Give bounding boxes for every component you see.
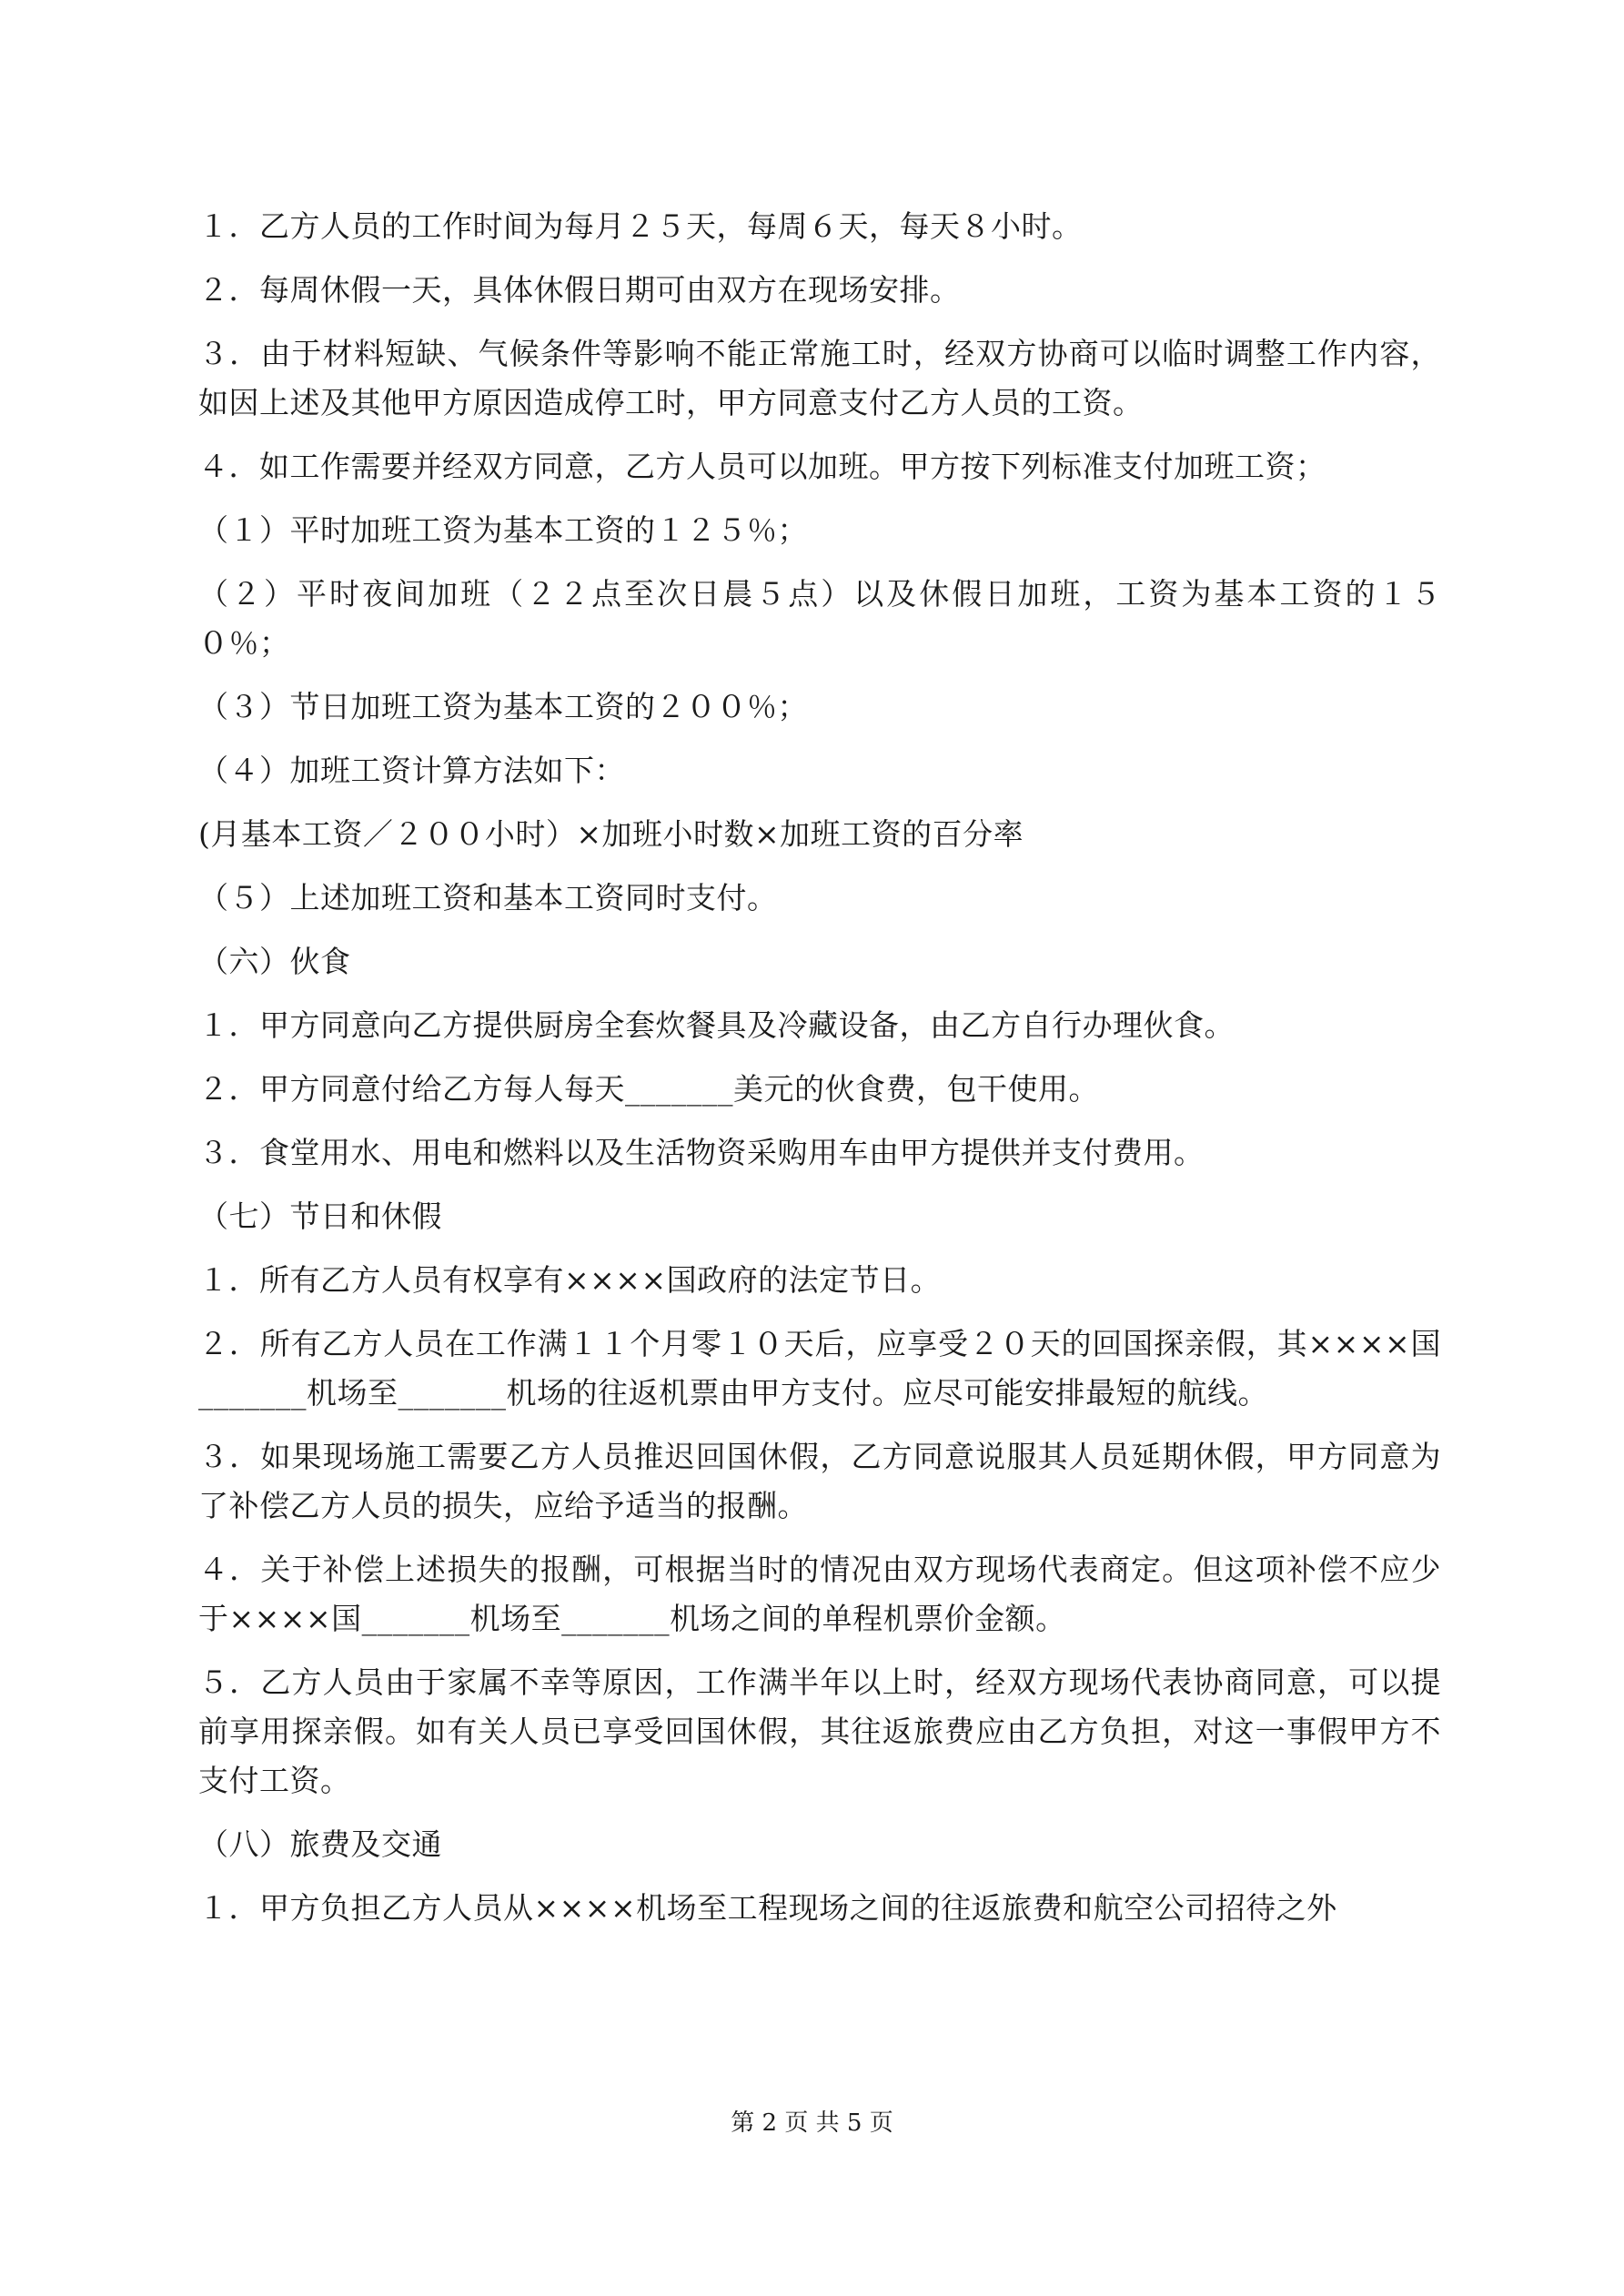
page-number-footer: 第 2 页 共 5 页 — [731, 2109, 893, 2137]
section-heading-holidays: （七）节日和休假 — [198, 1199, 442, 1234]
document-body — [198, 202, 1441, 1947]
section-heading-travel: （八）旅费及交通 — [198, 1826, 442, 1862]
paragraph-overtime-rate-3: （３）节日加班工资为基本工资的２００％； — [198, 689, 808, 724]
paragraph-weekly-rest: ２．每周休假一天，具体休假日期可由双方在现场安排。 — [198, 272, 961, 308]
paragraph-kitchen: １．甲方同意向乙方提供厨房全套炊餐具及冷藏设备，由乙方自行办理伙食。 — [198, 1007, 1235, 1043]
paragraph-home-leave: ２．所有乙方人员在工作满１１个月零１０天后，应享受２０天的回国探亲假，其××××国_______机场至_______机场的往返机票由甲方支付。应尽可能安排最短的航线。 — [198, 1326, 1441, 1411]
paragraph-leave-postponement: ３．如果现场施工需要乙方人员推迟回国休假，乙方同意说服其人员延期休假，甲方同意为了补偿乙方人员的损失，应给予适当的报酬。 — [198, 1439, 1441, 1523]
paragraph-work-hours: １．乙方人员的工作时间为每月２５天，每周６天，每天８小时。 — [198, 208, 1083, 244]
paragraph-travel-expenses: １．甲方负担乙方人员从××××机场至工程现场之间的往返旅费和航空公司招待之外 — [198, 1890, 1337, 1926]
paragraph-early-leave: ５．乙方人员由于家属不幸等原因，工作满半年以上时，经双方现场代表协商同意，可以提前享用探亲假。如有关人员已享受回国休假，其往返旅费应由乙方负担，对这一事假甲方不支付工资。 — [198, 1664, 1441, 1798]
paragraph-overtime-rate-2: （２）平时夜间加班（２２点至次日晨５点）以及休假日加班，工资为基本工资的１５０％； — [198, 576, 1441, 661]
paragraph-canteen-utilities: ３．食堂用水、用电和燃料以及生活物资采购用车由甲方提供并支付费用。 — [198, 1135, 1205, 1170]
paragraph-overtime-payment: （５）上述加班工资和基本工资同时支付。 — [198, 880, 778, 915]
paragraph-overtime-rate-1: （１）平时加班工资为基本工资的１２５％； — [198, 512, 808, 548]
paragraph-compensation: ４．关于补偿上述损失的报酬，可根据当时的情况由双方现场代表商定。但这项补偿不应少于××××国_______机场至_______机场之间的单程机票价金额。 — [198, 1552, 1441, 1636]
paragraph-overtime: ４．如工作需要并经双方同意，乙方人员可以加班。甲方按下列标准支付加班工资； — [198, 449, 1326, 484]
paragraph-legal-holidays: １．所有乙方人员有权享有××××国政府的法定节日。 — [198, 1262, 942, 1298]
paragraph-overtime-formula: (月基本工资／２００小时）×加班小时数×加班工资的百分率 — [198, 816, 1024, 852]
paragraph-meal-allowance: ２．甲方同意付给乙方每人每天_______美元的伙食费，包干使用。 — [198, 1071, 1099, 1107]
paragraph-work-adjustment: ３．由于材料短缺、气候条件等影响不能正常施工时，经双方协商可以临时调整工作内容，如因上述及其他甲方原因造成停工时，甲方同意支付乙方人员的工资。 — [198, 336, 1441, 420]
section-heading-meals: （六）伙食 — [198, 944, 351, 979]
paragraph-overtime-method: （４）加班工资计算方法如下： — [198, 753, 625, 788]
